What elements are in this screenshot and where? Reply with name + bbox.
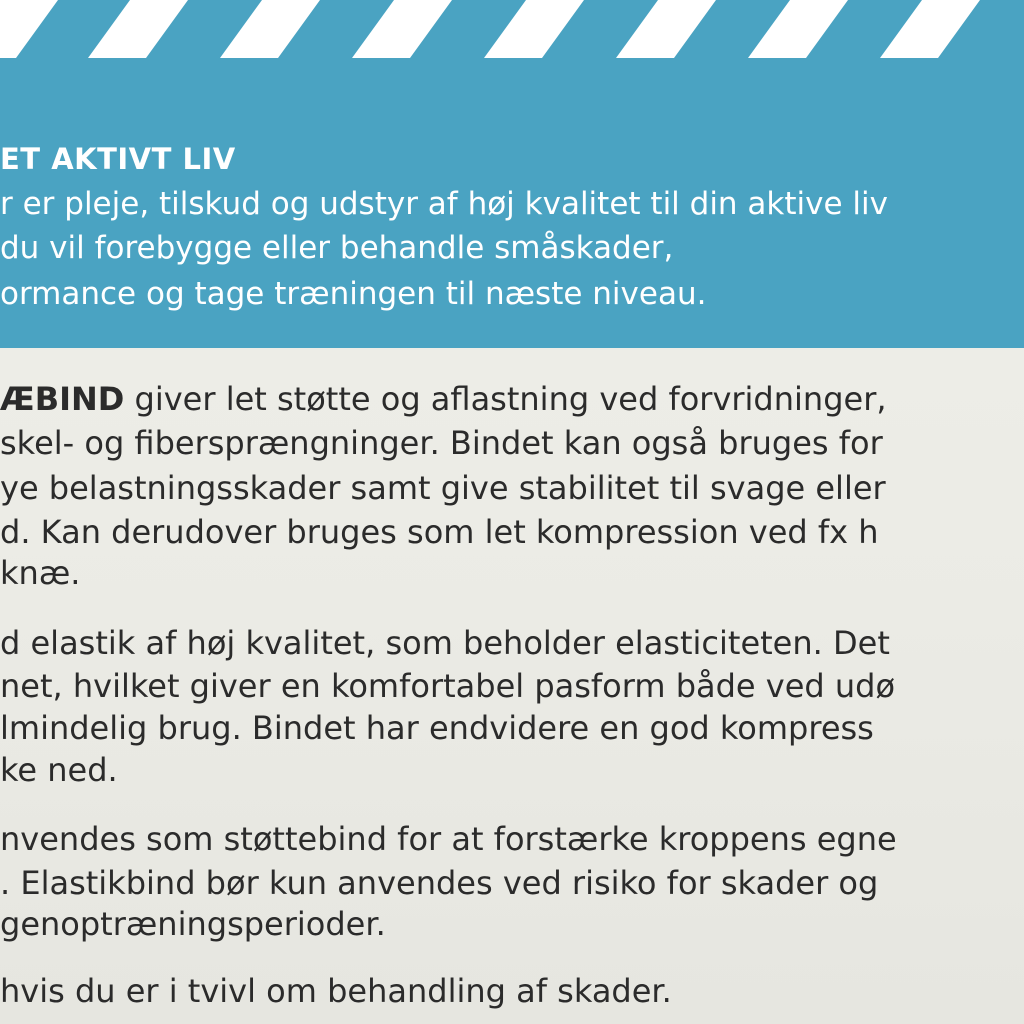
stripe: [880, 0, 980, 58]
stripe: [220, 0, 320, 58]
stripe: [0, 0, 58, 58]
stripe: [748, 0, 848, 58]
paragraph-1-line-1: [0, 380, 887, 418]
paragraph-2-line-3: lmindelig brug. Bindet har endvidere en god kompress: [0, 709, 874, 747]
header-line-3: ormance og tage træningen til næste niveau.: [0, 276, 707, 312]
stripe: [484, 0, 584, 58]
paragraph-3-line-2: . Elastikbind bør kun anvendes ved risiko for skader og: [0, 864, 879, 902]
hazard-stripes: [0, 0, 1024, 70]
paragraph-1-line-5: knæ.: [0, 554, 81, 592]
product-name: ÆBIND: [0, 380, 125, 418]
paragraph-2-line-4: ke ned.: [0, 751, 118, 789]
header-line-1: r er pleje, tilskud og udstyr af høj kvalitet til din aktive liv: [0, 186, 888, 222]
header-line-2: du vil forebygge eller behandle småskader,: [0, 230, 674, 266]
paragraph-2-line-2: net, hvilket giver en komfortabel pasform både ved udø: [0, 667, 896, 705]
paragraph-2-line-1: d elastik af høj kvalitet, som beholder elasticiteten. Det: [0, 624, 890, 662]
paragraph-3-line-1: nvendes som støttebind for at forstærke kroppens egne: [0, 820, 897, 858]
paragraph-1-line-3: ye belastningsskader samt give stabilitet til svage eller: [0, 469, 886, 507]
stripe: [616, 0, 716, 58]
paragraph-1-lead-text: giver let støtte og aflastning ved forvridninger,: [124, 380, 887, 418]
stripe: [352, 0, 452, 58]
paragraph-1-line-4: d. Kan derudover bruges som let kompression ved fx h: [0, 513, 879, 551]
paragraph-1-line-2: skel- og fibersprængninger. Bindet kan også bruges for: [0, 424, 883, 462]
stripe: [88, 0, 188, 58]
paragraph-3-line-3: genoptræningsperioder.: [0, 905, 386, 943]
header-band: [0, 0, 1024, 348]
header-title: ET AKTIVT LIV: [0, 142, 236, 176]
paragraph-4-line-1: hvis du er i tvivl om behandling af skader.: [0, 972, 672, 1010]
